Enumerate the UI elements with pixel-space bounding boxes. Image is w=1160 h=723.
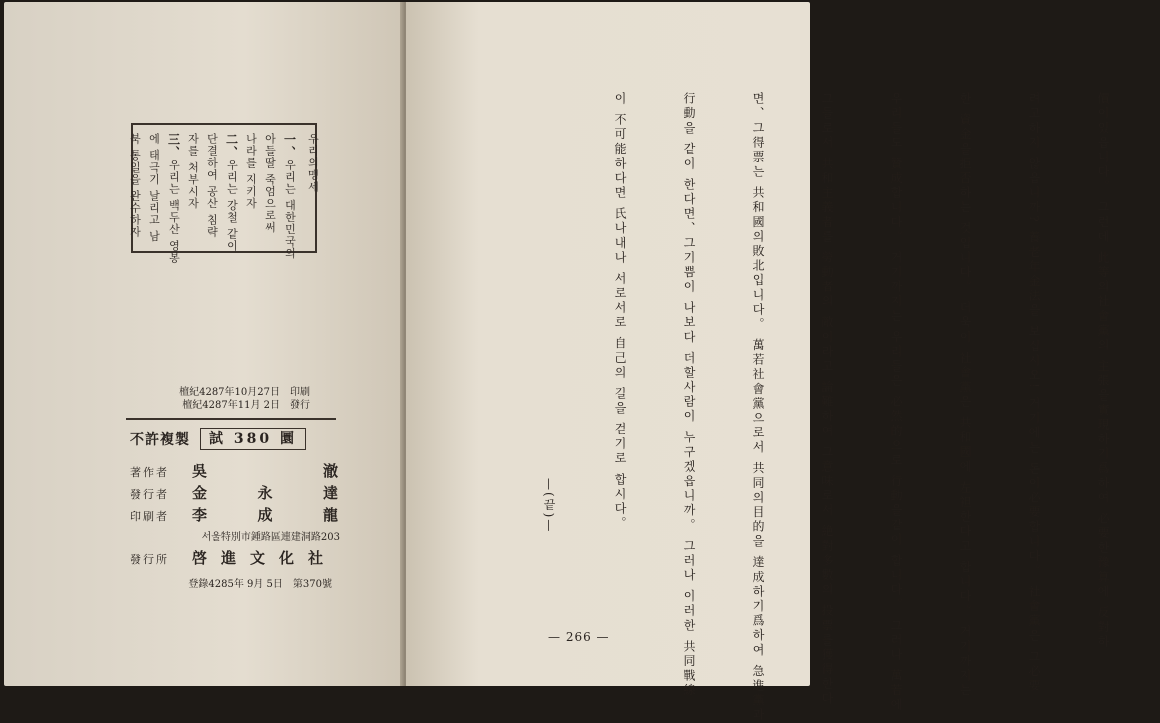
text-column: 려고하지 않읍니까? 養老年金法을 보십시오! 거기에는 돈이必要합니다。 社會黨은 그必要 (1027, 92, 1041, 694)
pledge-line: 북 통일을 완수하자 (128, 133, 142, 238)
page-number: — 266 — (548, 630, 610, 644)
registration-number: 登錄4285年 9月 5日 第370號 (188, 578, 332, 590)
text-column: 한 資金을拒否하는 것입니다。 더욱이 社會黨은 共和國에 左袒한다고 합니다。 거기까지는 (958, 92, 972, 699)
text-column: 行動을 같이 한다면、그기쁨이 나보다 더할사람이 누구겠읍니까。 그러나 이러한 共同戰線 (682, 92, 696, 699)
publisher-address: 서울特別市鍾路區連建洞路203 (201, 531, 340, 543)
publisher-label: 發行者 (130, 487, 169, 501)
pledge-line: 우리는 대한민국의 (283, 159, 297, 260)
pledge-line: 자를 처부시자 (186, 133, 200, 210)
print-date: 檀紀4287年10月27日 印刷 (179, 387, 310, 398)
author-row (130, 460, 340, 482)
pledge-line: 우리는 강철 같이 (225, 159, 239, 252)
name-char: 達 (322, 483, 338, 502)
author-name (192, 460, 340, 481)
name-char: 金 (192, 483, 208, 502)
pledge-item-number: 二、 (224, 133, 239, 159)
pledge-item-number: 三、 (166, 133, 181, 159)
publishing-house-name: 啓進文化社 (192, 548, 338, 567)
printer-name (192, 504, 340, 525)
author-label: 著作者 (130, 465, 169, 479)
pledge-item-2 (224, 133, 240, 252)
pledge-item-1 (282, 133, 298, 260)
pledge-box (128, 123, 320, 264)
price-box: 試 380 圜 (200, 428, 306, 450)
no-copy-notice: 不許複製 (130, 431, 190, 448)
copyright-row (130, 428, 340, 450)
publisher-row (130, 482, 340, 504)
printer-row (130, 504, 340, 526)
end-mark: —(끝)— (542, 478, 556, 534)
colophon (130, 386, 340, 590)
text-column: 그들로서 共和主義者를 勞動者의 敵이라고 論難하여 그意味로서 絶對多數의 投票를獲得한다 (820, 92, 834, 707)
text-column: 면、그得票는 共和國의敗北입니다。 萬若社會黨으로서 共同의目的을 達成하기爲하여 急進黨과 (751, 92, 765, 723)
pledge-line: 우리는 백두산 영봉 (167, 159, 181, 264)
publishing-house-label: 發行所 (130, 552, 169, 566)
name-char: 李 (192, 505, 208, 524)
name-char: 龍 (322, 505, 338, 524)
pledge-line: 나라를 지키자 (244, 133, 258, 210)
pledge-title: 우리의맹세 (306, 133, 320, 193)
name-char: 成 (257, 505, 273, 524)
pledge-line: 에 태극기 날리고 남 (147, 133, 161, 243)
name-char: 澈 (322, 461, 338, 480)
text-column: 價이있읍니다。 그런데 此等의社會黨의 主張을實現하기爲하여 必要한豫算에 反對하 (1096, 92, 1110, 650)
pledge-line: 아들딸 죽엄으로써 (263, 133, 277, 234)
publication-dates (130, 386, 340, 412)
text-column: 이 不可能하다면 氏나내나 서로서로 自己의 길을 걷기로 합시다。 (613, 92, 627, 532)
name-char: 吳 (192, 461, 208, 480)
printer-label: 印刷者 (130, 509, 169, 523)
issue-date: 檀紀4287年11月 2日 發行 (182, 400, 310, 411)
name-char: 永 (257, 483, 273, 502)
pledge-item-number: 一、 (282, 133, 297, 159)
pledge-line: 단결하여 공산 침략 (205, 133, 219, 238)
publishing-house-row (130, 547, 340, 569)
text-column: 우리들도 贊成합니다。 거기까지는 우리들은 必然的으로 行動을같이 합니다。 그러나 萬若에 (889, 92, 903, 713)
pledge-item-3 (166, 133, 182, 264)
publisher-name (192, 482, 340, 503)
colophon-divider (126, 418, 336, 420)
